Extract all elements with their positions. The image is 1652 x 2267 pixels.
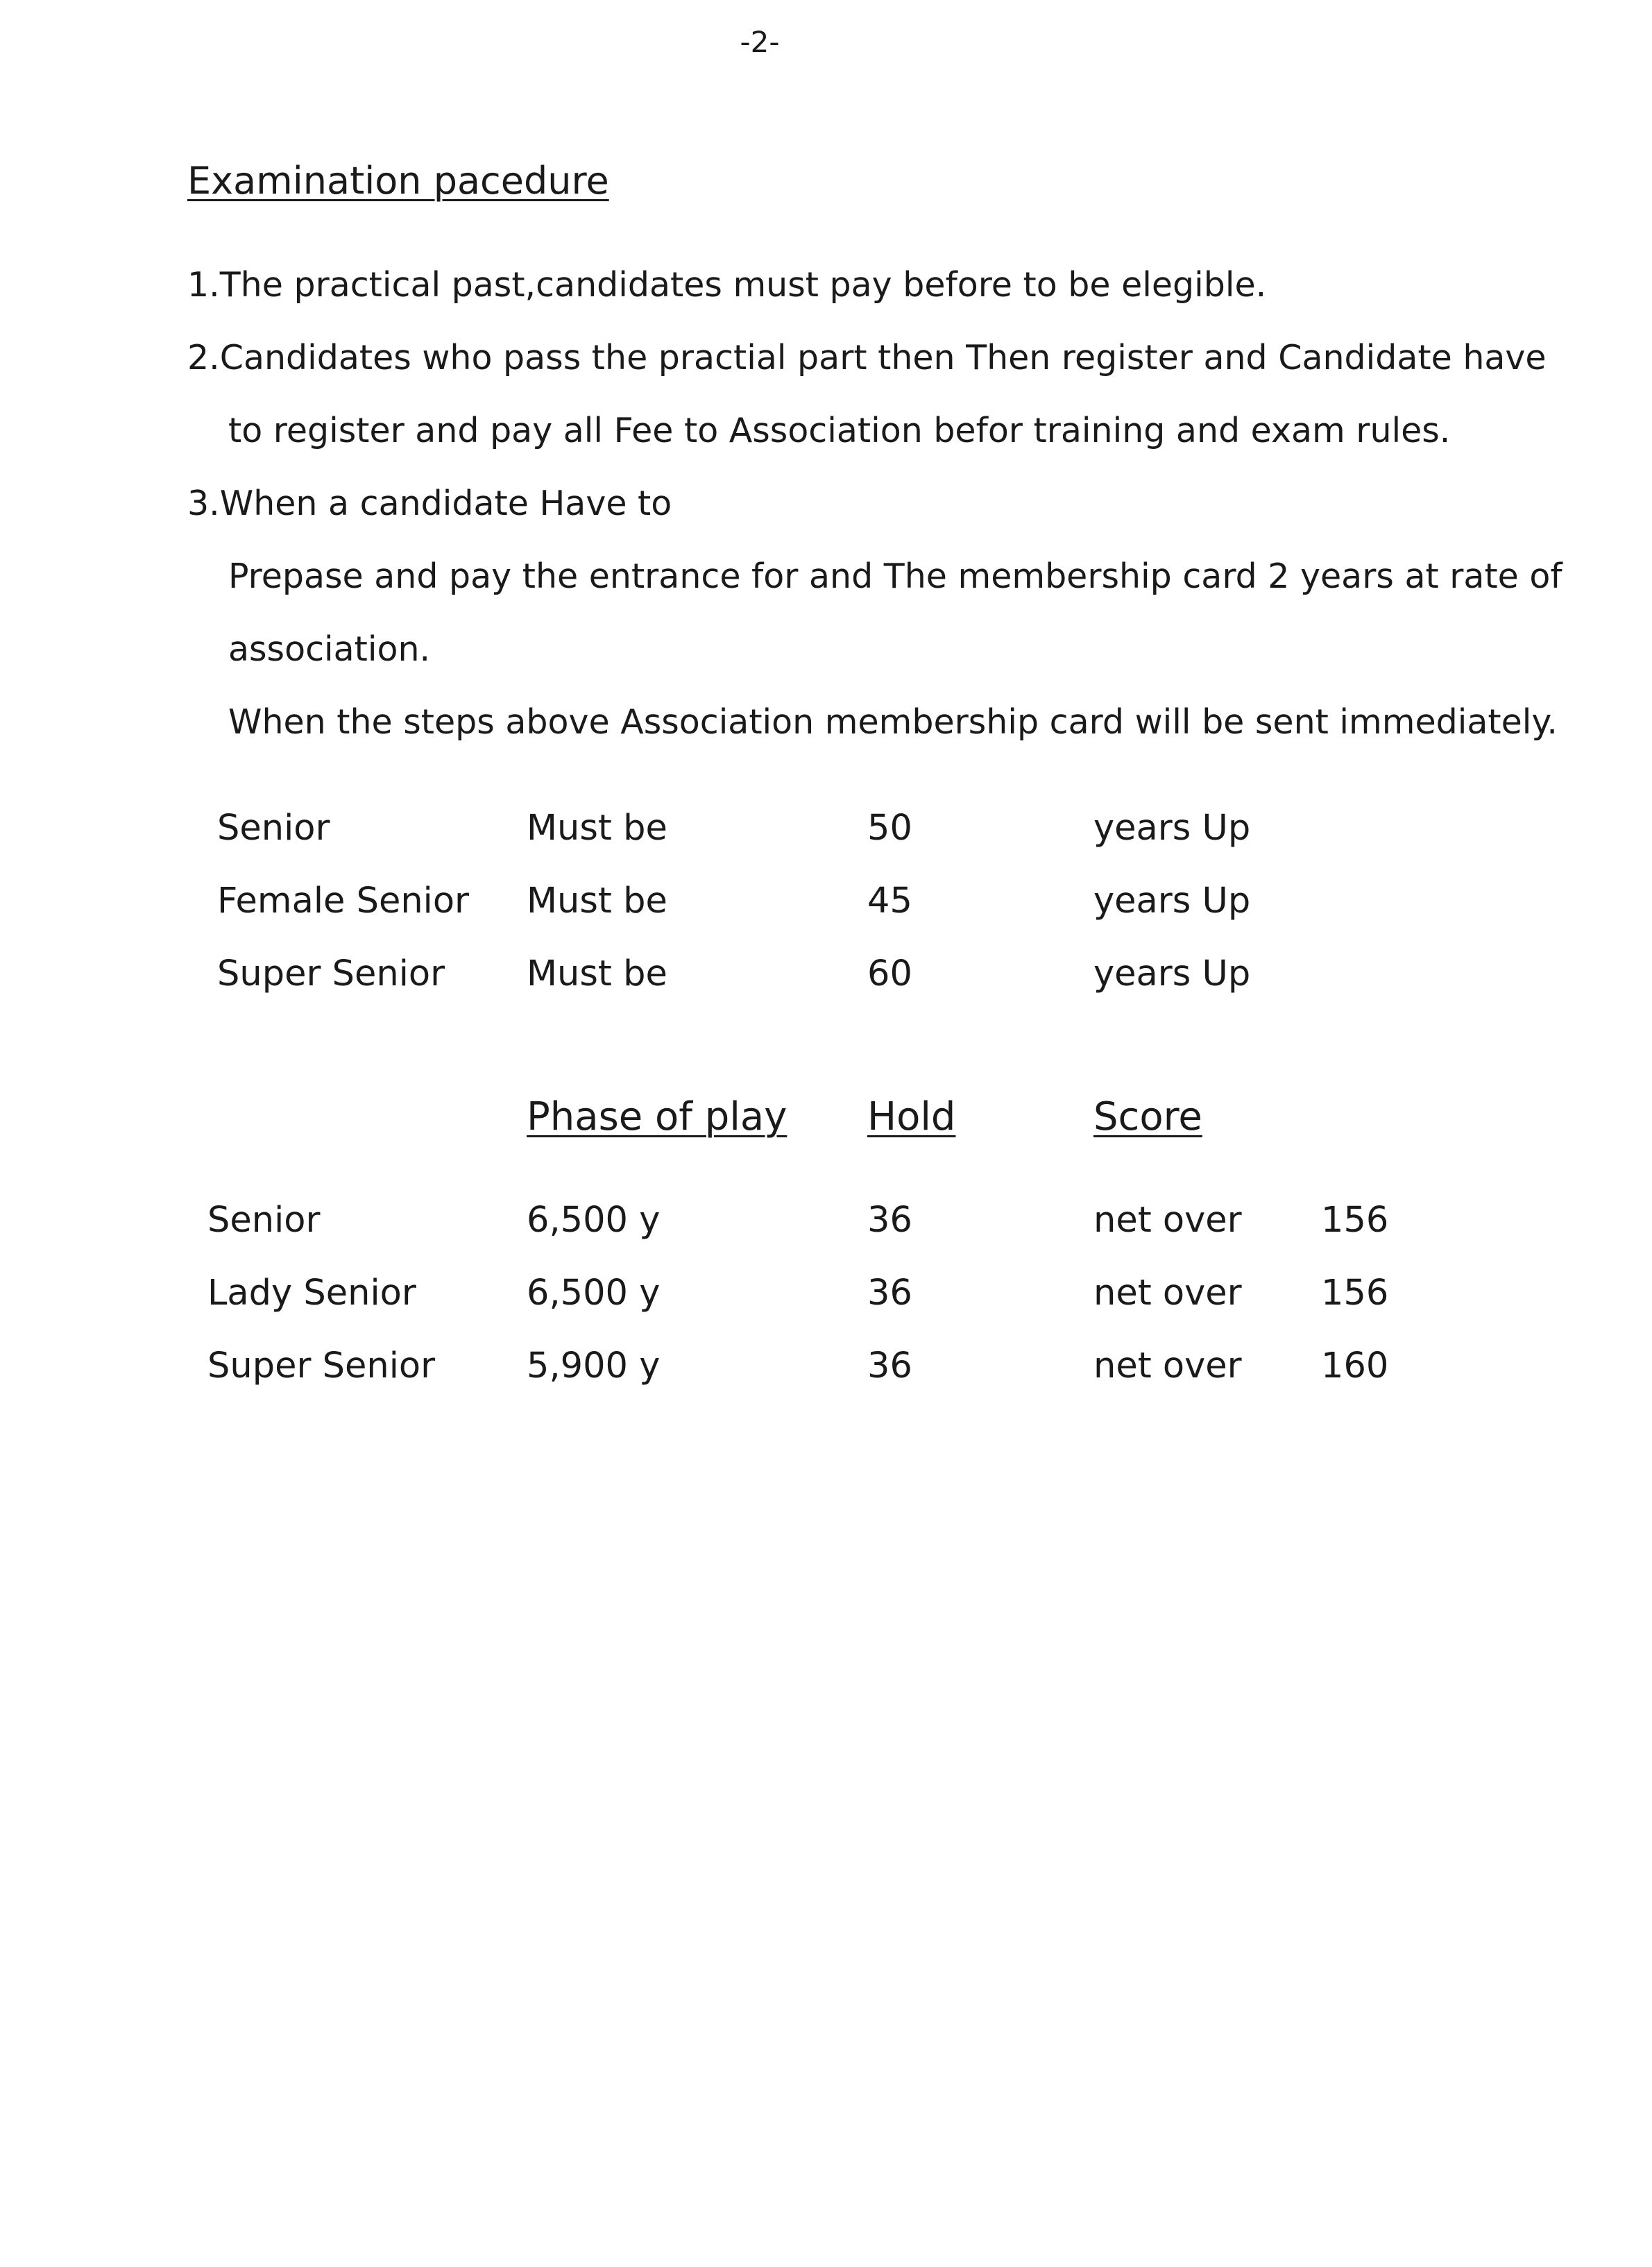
age-value: 60 [867,953,912,994]
procedure-line-2: 2.Candidates who pass the practial part then Then register and Candidate have [187,338,1547,377]
section-title: Examination pacedure [187,159,609,203]
play-distance: 6,500 y [527,1273,661,1314]
procedure-line-closing: When the steps above Association membership card will be sent immediately. [228,702,1558,742]
procedure-line-3-cont-2: association. [228,629,431,669]
play-score-label: net over [1093,1200,1242,1241]
age-rule: Must be [527,808,667,849]
age-suffix: years Up [1093,881,1251,922]
play-category: Senior [207,1200,321,1241]
age-category: Senior [217,808,330,849]
age-suffix: years Up [1093,808,1251,849]
procedure-line-2-cont: to register and pay all Fee to Association befor training and exam rules. [228,411,1451,450]
age-value: 45 [867,881,912,922]
play-hold: 36 [867,1273,912,1314]
procedure-line-1: 1.The practical past,candidates must pay before to be elegible. [187,265,1267,305]
age-category: Female Senior [217,881,470,922]
play-hold: 36 [867,1200,912,1241]
procedure-line-3-cont: Prepase and pay the entrance for and The membership card 2 years at rate of [228,557,1562,596]
play-distance: 6,500 y [527,1200,661,1241]
header-hold: Hold [867,1094,956,1139]
age-rule: Must be [527,881,667,922]
age-category: Super Senior [217,953,445,994]
play-score: 156 [1321,1273,1389,1314]
header-phase-of-play: Phase of play [527,1094,787,1139]
procedure-line-3: 3.When a candidate Have to [187,484,672,523]
play-score: 156 [1321,1200,1389,1241]
play-category: Super Senior [207,1345,436,1386]
play-distance: 5,900 y [527,1345,661,1386]
page-number: -2- [740,25,780,59]
age-value: 50 [867,808,912,849]
age-suffix: years Up [1093,953,1251,994]
play-category: Lady Senior [207,1273,416,1314]
age-rule: Must be [527,953,667,994]
play-score-label: net over [1093,1273,1242,1314]
play-hold: 36 [867,1345,912,1386]
play-score: 160 [1321,1345,1389,1386]
header-score: Score [1093,1094,1202,1139]
play-score-label: net over [1093,1345,1242,1386]
